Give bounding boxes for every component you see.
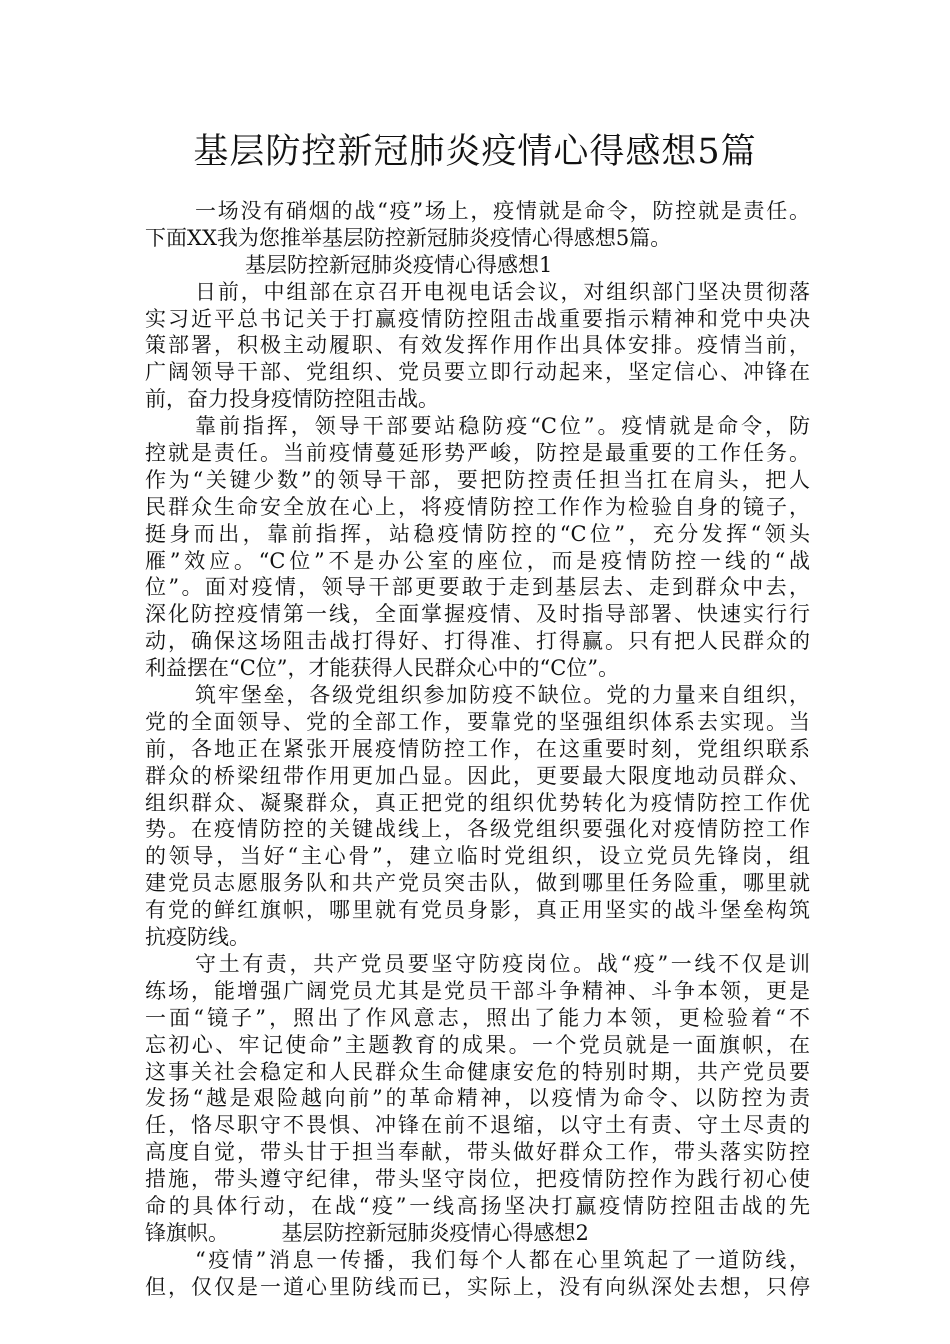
text-line: 民群众生命安全放在心上，将疫情防控工作作为检验自身的镜子， xyxy=(145,494,810,519)
text-line: 发扬“越是艰险越向前”的革命精神，以疫情为命令、以防控为责 xyxy=(145,1086,810,1111)
text-line: 靠前指挥，领导干部要站稳防疫“C位”。疫情就是命令，防 xyxy=(195,414,810,439)
text-line: 深化防控疫情第一线，全面掌握疫情、及时指导部署、快速实行行 xyxy=(145,602,810,627)
text-line: 锋旗帜。 基层防控新冠肺炎疫情心得感想2 xyxy=(145,1220,589,1245)
text-line: 利益摆在“C位”，才能获得人民群众心中的“C位”。 xyxy=(145,656,620,681)
text-line: 实习近平总书记关于打赢疫情防控阻击战重要指示精神和党中央决 xyxy=(145,306,810,331)
text-line: 但，仅仅是一道心里防线而已，实际上，没有向纵深处去想，只停 xyxy=(145,1274,810,1299)
text-line: 高度自觉，带头甘于担当奉献，带头做好群众工作，带头落实防控 xyxy=(145,1140,810,1165)
text-line: 前，各地正在紧张开展疫情防控工作，在这重要时刻，党组织联系 xyxy=(145,736,810,761)
text-line: 组织群众、凝聚群众，真正把党的组织优势转化为疫情防控工作优 xyxy=(145,790,810,815)
text-line: 挺身而出，靠前指挥，站稳疫情防控的“C位”，充分发挥“领头 xyxy=(145,521,810,546)
text-line: 抗疫防线。 xyxy=(145,925,250,950)
text-line: 任，恪尽职守不畏惧、冲锋在前不退缩，以守土有责、守土尽责的 xyxy=(145,1113,810,1138)
section-heading: 基层防控新冠肺炎疫情心得感想1 xyxy=(245,252,553,277)
text-line: 一面“镜子”，照出了作风意志，照出了能力本领，更检验着“不 xyxy=(145,1005,810,1030)
text-line: 作为“关键少数”的领导干部，要把防控责任担当扛在肩头，把人 xyxy=(145,467,810,492)
text-line: 命的具体行动，在战“疫”一线高扬坚决打赢疫情防控阻击战的先 xyxy=(145,1193,810,1218)
text-line: 控就是责任。当前疫情蔓延形势严峻，防控是最重要的工作任务。 xyxy=(145,441,810,466)
text-line: 动，确保这场阻击战打得好、打得准、打得赢。只有把人民群众的 xyxy=(145,629,810,654)
text-line: 日前，中组部在京召开电视电话会议，对组织部门坚决贯彻落 xyxy=(195,279,810,304)
text-line: 忘初心、牢记使命”主题教育的成果。一个党员就是一面旗帜，在 xyxy=(145,1032,810,1057)
text-line: 位”。面对疫情，领导干部更要敢于走到基层去、走到群众中去， xyxy=(145,575,810,600)
text-line: 势。在疫情防控的关键战线上，各级党组织要强化对疫情防控工作 xyxy=(145,817,810,842)
text-line: 建党员志愿服务队和共产党员突击队，做到哪里任务险重，哪里就 xyxy=(145,871,810,896)
text-line: 下面XX我为您推举基层防控新冠肺炎疫情心得感想5篇。 xyxy=(145,225,672,250)
text-line: “疫情”消息一传播，我们每个人都在心里筑起了一道防线， xyxy=(195,1247,810,1272)
text-line: 这事关社会稳定和人民群众生命健康安危的特别时期，共产党员要 xyxy=(145,1059,810,1084)
text-line: 党的全面领导、党的全部工作，要靠党的坚强组织体系去实现。当 xyxy=(145,709,810,734)
text-line: 守土有责，共产党员要坚守防疫岗位。战“疫”一线不仅是训 xyxy=(195,951,810,976)
text-line: 练场，能增强广阔党员尤其是党员干部斗争精神、斗争本领，更是 xyxy=(145,978,810,1003)
text-line: 一场没有硝烟的战“疫”场上，疫情就是命令，防控就是责任。 xyxy=(195,199,810,223)
text-line: 群众的桥梁纽带作用更加凸显。因此，更要最大限度地动员群众、 xyxy=(145,763,810,788)
text-line: 的领导，当好“主心骨”，建立临时党组织，设立党员先锋岗，组 xyxy=(145,844,810,869)
text-line: 前，奋力投身疫情防控阻击战。 xyxy=(145,387,439,412)
text-line: 雁”效应。“C位”不是办公室的座位，而是疫情防控一线的“战 xyxy=(145,548,810,573)
text-line: 策部署，积极主动履职、有效发挥作用作出具体安排。疫情当前， xyxy=(145,333,810,358)
text-line: 有党的鲜红旗帜，哪里就有党员身影，真正用坚实的战斗堡垒构筑 xyxy=(145,898,810,923)
text-line: 广阔领导干部、党组织、党员要立即行动起来，坚定信心、冲锋在 xyxy=(145,360,810,385)
text-line: 筑牢堡垒，各级党组织参加防疫不缺位。党的力量来自组织， xyxy=(195,683,810,708)
text-line: 措施，带头遵守纪律，带头坚守岗位，把疫情防控作为践行初心使 xyxy=(145,1167,810,1192)
document-body xyxy=(145,198,810,1301)
document-title: 基层防控新冠肺炎疫情心得感想5篇 xyxy=(193,132,757,172)
